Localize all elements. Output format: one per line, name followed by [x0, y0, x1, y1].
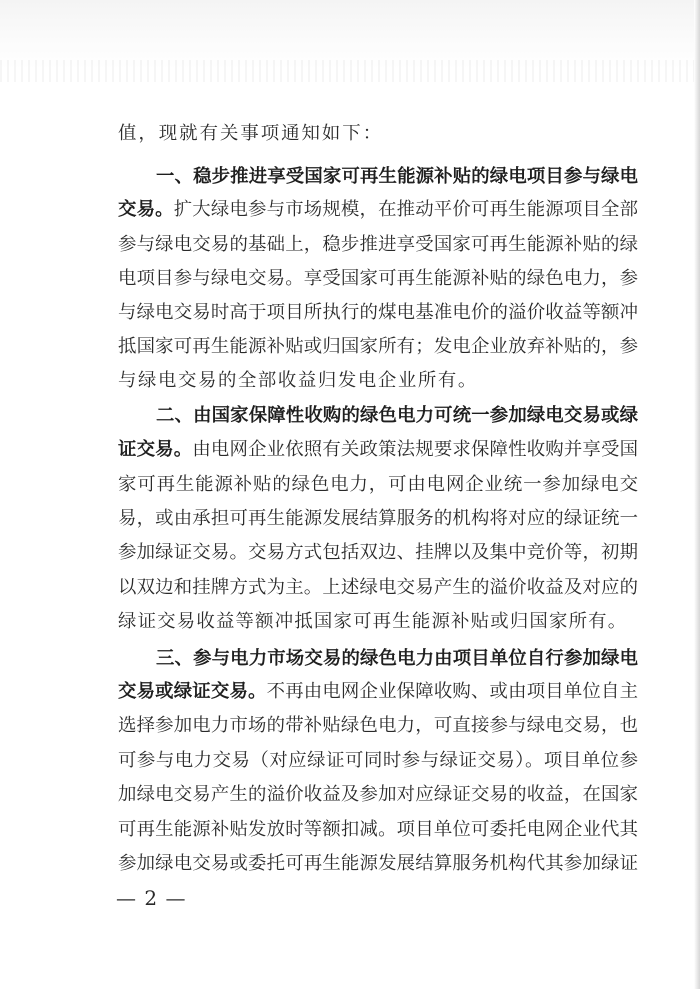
text-line: 可再生能源补贴发放时等额扣减。项目单位可委托电网企业代其 [118, 819, 638, 840]
text-line: 易，或由承担可再生能源发展结算服务的机构将对应的绿证统一 [118, 508, 638, 529]
text-line: 与绿电交易时高于项目所执行的煤电基准电价的溢价收益等额冲 [118, 302, 638, 323]
text-line: 选择参加电力市场的带补贴绿色电力，可直接参与绿电交易，也 [118, 715, 638, 736]
section-heading-2-cont: 证交易。 [118, 439, 193, 460]
text-line: 以双边和挂牌方式为主。上述绿电交易产生的溢价收益及对应的 [118, 577, 638, 598]
text-line: 可参与电力交易（对应绿证可同时参与绿证交易）。项目单位参 [118, 750, 638, 771]
text-line: 证交易。由电网企业依照有关政策法规要求保障性收购并享受国 [118, 439, 638, 460]
text-line: 参加绿证交易。交易方式包括双边、挂牌以及集中竞价等，初期 [118, 542, 638, 563]
text-line: 值，现就有关事项通知如下： [118, 123, 384, 144]
page-edge-shadow [694, 0, 700, 989]
section-heading-1-cont: 交易。 [118, 199, 174, 220]
text-line: 抵国家可再生能源补贴或归国家所有；发电企业放弃补贴的，参 [118, 336, 638, 357]
text-line: 与绿电交易的全部收益归发电企业所有。 [118, 370, 478, 391]
section-heading-3-cont: 交易或绿证交易。 [118, 681, 267, 702]
text-line: 加绿电交易产生的溢价收益及参加对应绿证交易的收益，在国家 [118, 784, 638, 805]
section-heading-2: 二、由国家保障性收购的绿色电力可统一参加绿电交易或绿 [156, 405, 638, 426]
text-line: 电项目参与绿电交易。享受国家可再生能源补贴的绿色电力，参 [118, 268, 638, 289]
text-line: 交易或绿证交易。不再由电网企业保障收购、或由项目单位自主 [118, 681, 638, 702]
page-number: — 2 — [116, 886, 187, 910]
text-line: 参与绿电交易的基础上，稳步推进享受国家可再生能源补贴的绿 [118, 234, 638, 255]
section-heading-3: 三、参与电力市场交易的绿色电力由项目单位自行参加绿电 [156, 648, 638, 669]
scan-artifact [0, 60, 700, 82]
text-line: 参加绿电交易或委托可再生能源发展结算服务机构代其参加绿证 [118, 853, 638, 874]
text-line: 交易。扩大绿电参与市场规模，在推动平价可再生能源项目全部 [118, 199, 638, 220]
text-line: 家可再生能源补贴的绿色电力，可由电网企业统一参加绿电交 [118, 474, 638, 495]
text-line: 绿证交易收益等额冲抵国家可再生能源补贴或归国家所有。 [118, 611, 628, 632]
section-heading-1: 一、稳步推进享受国家可再生能源补贴的绿电项目参与绿电 [156, 166, 638, 187]
